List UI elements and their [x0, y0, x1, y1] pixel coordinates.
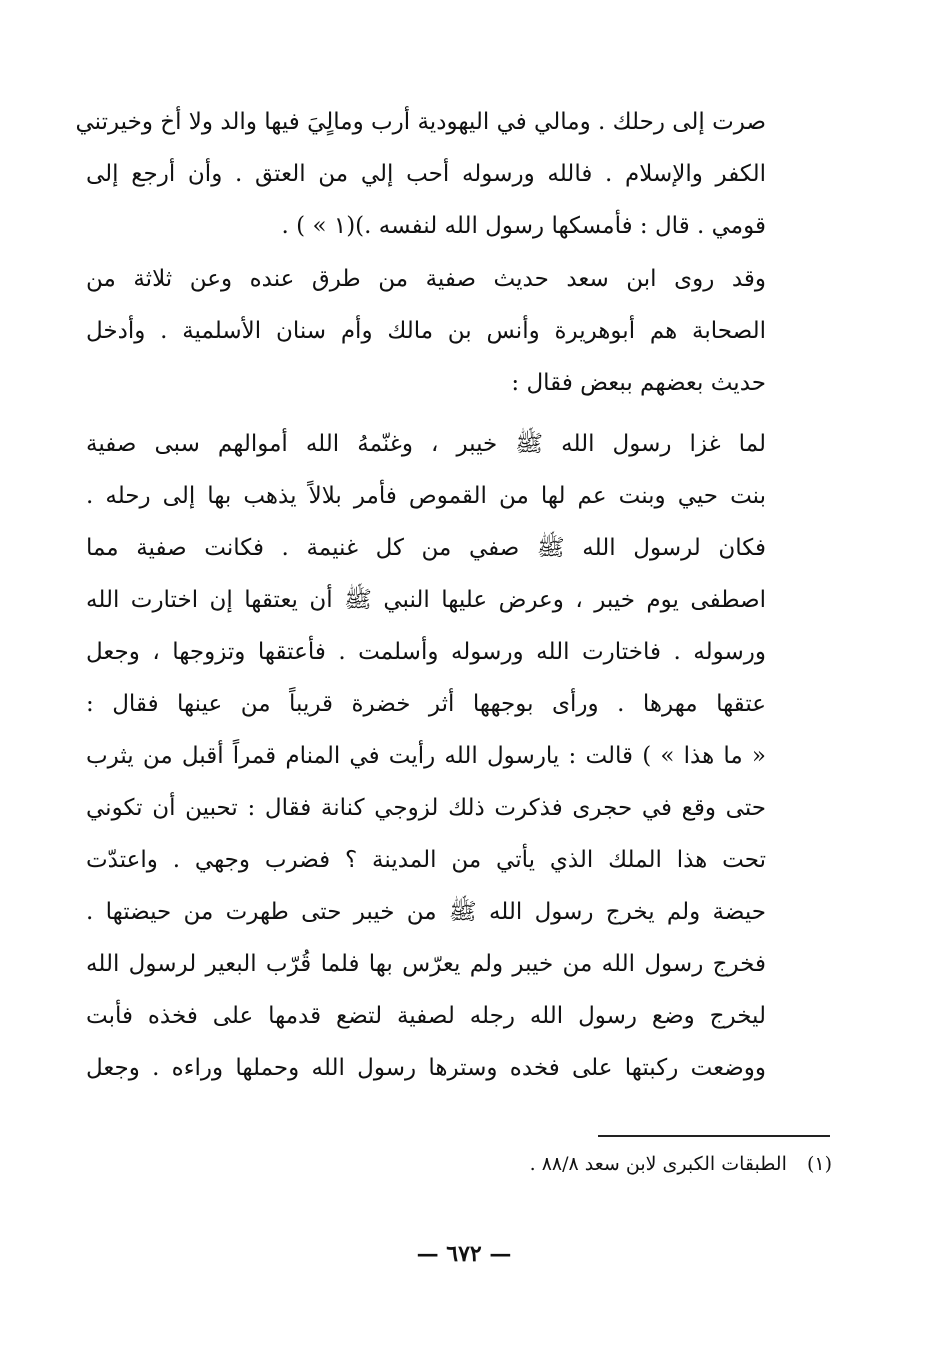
text-line: حيضة ولم يخرج رسول الله ﷺ من خيبر حتى طهرت من حيضتها . — [86, 899, 766, 925]
text-line: الكفر والإسلام . فالله ورسوله أحب إلي من العتق . وأن أرجع إلى — [86, 161, 766, 187]
text-line: ورسوله . فاختارت الله ورسوله وأسلمت . فأعتقها وتزوجها ، وجعل — [86, 639, 766, 665]
footnote — [232, 1147, 832, 1181]
text-line: صرت إلى رحلك . ومالي في اليهودية أرب ومالٍيَ فيها والد ولا أخ وخيرتني — [75, 109, 766, 135]
footnote-text: الطبقات الكبرى لابن سعد ٨٨/٨ . — [529, 1153, 787, 1175]
footnote-divider — [598, 1135, 830, 1137]
text-line: وقد روى ابن سعد حديث صفية من طرق عنده وعن ثلاثة من — [86, 266, 766, 292]
paragraph-3 — [86, 418, 766, 1094]
page-number: — ٦٧٢ — — [416, 1241, 512, 1267]
text-line: « ما هذا » ) قالت : يارسول الله رأيت في المنام قمراً أقبل من يثرب — [86, 743, 766, 769]
text-line: حتى وقع في حجرى فذكرت ذلك لزوجي كنانة فقال : تحبين أن تكوني — [86, 795, 766, 821]
text-line: ووضعت ركبتها على فخده وسترها رسول الله وحملها وراءه . وجعل — [86, 1055, 766, 1081]
text-line: عتقها مهرها . ورأى بوجهها أثر خضرة قريباً من عينها فقال : — [86, 691, 766, 717]
text-line: بنت حيي وبنت عم لها من القموص فأمر بلالاً يذهب بها إلى رحله . — [86, 483, 766, 509]
footnote-marker: (١) — [806, 1153, 832, 1175]
text-line: فكان لرسول الله ﷺ صفي من كل غنيمة . فكانت صفية مما — [86, 535, 766, 561]
text-line: الصحابة هم أبوهريرة وأنس بن مالك وأم سنان الأسلمية . وأدخل — [86, 318, 766, 344]
paragraph-1 — [75, 96, 766, 252]
paragraph-2 — [86, 253, 766, 409]
text-line: اصطفى يوم خيبر ، وعرض عليها النبي ﷺ أن يعتقها إن اختارت الله — [86, 587, 766, 613]
text-line: حديث بعضهم ببعض فقال : — [511, 370, 766, 396]
text-line: ليخرج وضع رسول الله رجله لصفية لتضع قدمها على فخذه فأبت — [86, 1003, 766, 1029]
text-line: فخرج رسول الله من خيبر ولم يعرّس بها فلما قُرّب البعير لرسول الله — [86, 951, 766, 977]
text-line: تحت هذا الملك الذي يأتي من المدينة ؟ فضرب وجهي . واعتدّت — [86, 847, 766, 873]
text-line: قومي . قال : فأمسكها رسول الله لنفسه .)(١ » ) . — [281, 213, 766, 239]
text-line: لما غزا رسول الله ﷺ خيبر ، وغنّمهُ الله أموالهم سبى صفية — [86, 431, 766, 457]
